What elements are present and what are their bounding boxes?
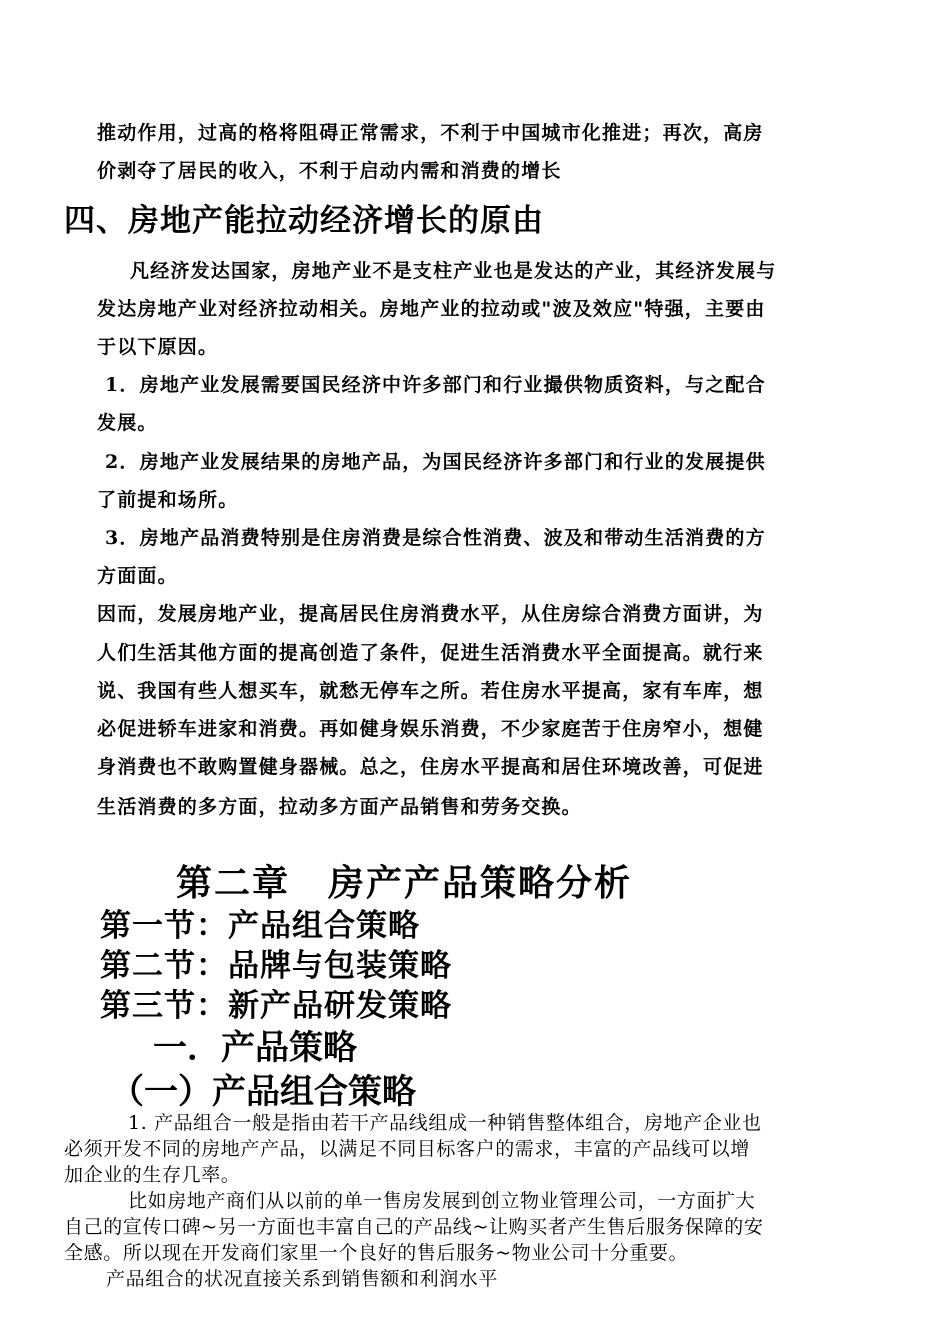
list-item-line: 3．房地产品消费特别是住房消费是综合性消费、波及和带动生活消费的方 <box>105 527 766 549</box>
paragraph-line: 人们生活其他方面的提高创造了条件，促进生活消费水平全面提高。就行来 <box>97 642 764 664</box>
paragraph-line: 产品组合的状况直接关系到销售额和利润水平 <box>106 1268 499 1290</box>
paragraph-line: 发达房地产业对经济拉动相关。房地产业的拉动或"波及效应"特强，主要由 <box>97 298 766 320</box>
paragraph-line: 自己的宣传口碑~另一方面也丰富自己的产品线~让购买者产生售后服务保障的安 <box>64 1216 764 1238</box>
list-item-line: 了前提和场所。 <box>97 489 239 511</box>
list-item-line: 2．房地产业发展结果的房地产品，为国民经济许多部门和行业的发展提供 <box>105 451 766 473</box>
paragraph-line: 因而，发展房地产业，提高居民住房消费水平，从住房综合消费方面讲，为 <box>97 603 764 625</box>
list-item-line: 方面面。 <box>97 565 178 587</box>
list-item-line: 1．房地产业发展需要国民经济中许多部门和行业撮供物质资料，与之配合 <box>105 374 766 396</box>
paragraph-line: 说、我国有些人想买车，就愁无停车之所。若住房水平提高，家有车库，想 <box>97 680 764 702</box>
paragraph-line: 凡经济发达国家，房地产业不是支柱产业也是发达的产业，其经济发展与 <box>130 260 777 282</box>
paragraph-line: 价剥夺了居民的收入，不利于启动内需和消费的增长 <box>97 160 562 182</box>
chapter-title: 第二章 房产产品策略分析 <box>176 862 633 904</box>
paragraph-line: 身消费也不敢购置健身器械。总之，住房水平提高和居住环境改善，可促进 <box>97 756 764 778</box>
paragraph-line: 加企业的生存几率。 <box>64 1164 241 1186</box>
paragraph-line: 于以下原因。 <box>97 336 219 358</box>
list-item-line: 发展。 <box>97 412 158 434</box>
paragraph-line: 全感。所以现在开发商们家里一个良好的售后服务~物业公司十分重要。 <box>64 1242 689 1264</box>
section-item: 第一节：产品组合策略 <box>100 908 420 944</box>
paragraph-line: 必促进轿车进家和消费。再如健身娱乐消费，不少家庭苦于住房窄小，想健 <box>97 718 764 740</box>
paragraph-line: 1. 产品组合一般是指由若干产品线组成一种销售整体组合，房地产企业也 <box>128 1112 762 1134</box>
subsection-heading: （一）产品组合策略 <box>110 1072 416 1112</box>
section-heading: 四、房地产能拉动经济增长的原由 <box>64 203 544 239</box>
subsection-heading: 一．产品策略 <box>153 1028 357 1068</box>
paragraph-line: 生活消费的多方面，拉动多方面产品销售和劳务交换。 <box>97 796 582 818</box>
paragraph-line: 必须开发不同的房地产产品，以满足不同目标客户的需求，丰富的产品线可以增 <box>64 1138 751 1160</box>
paragraph-line: 推动作用，过高的格将阻碍正常需求，不利于中国城市化推进；再次，高房 <box>97 122 764 144</box>
paragraph-line: 比如房地产商们从以前的单一售房发展到创立物业管理公司，一方面扩大 <box>128 1190 756 1212</box>
section-item: 第二节：品牌与包装策略 <box>100 948 452 984</box>
section-item: 第三节：新产品研发策略 <box>100 988 452 1024</box>
